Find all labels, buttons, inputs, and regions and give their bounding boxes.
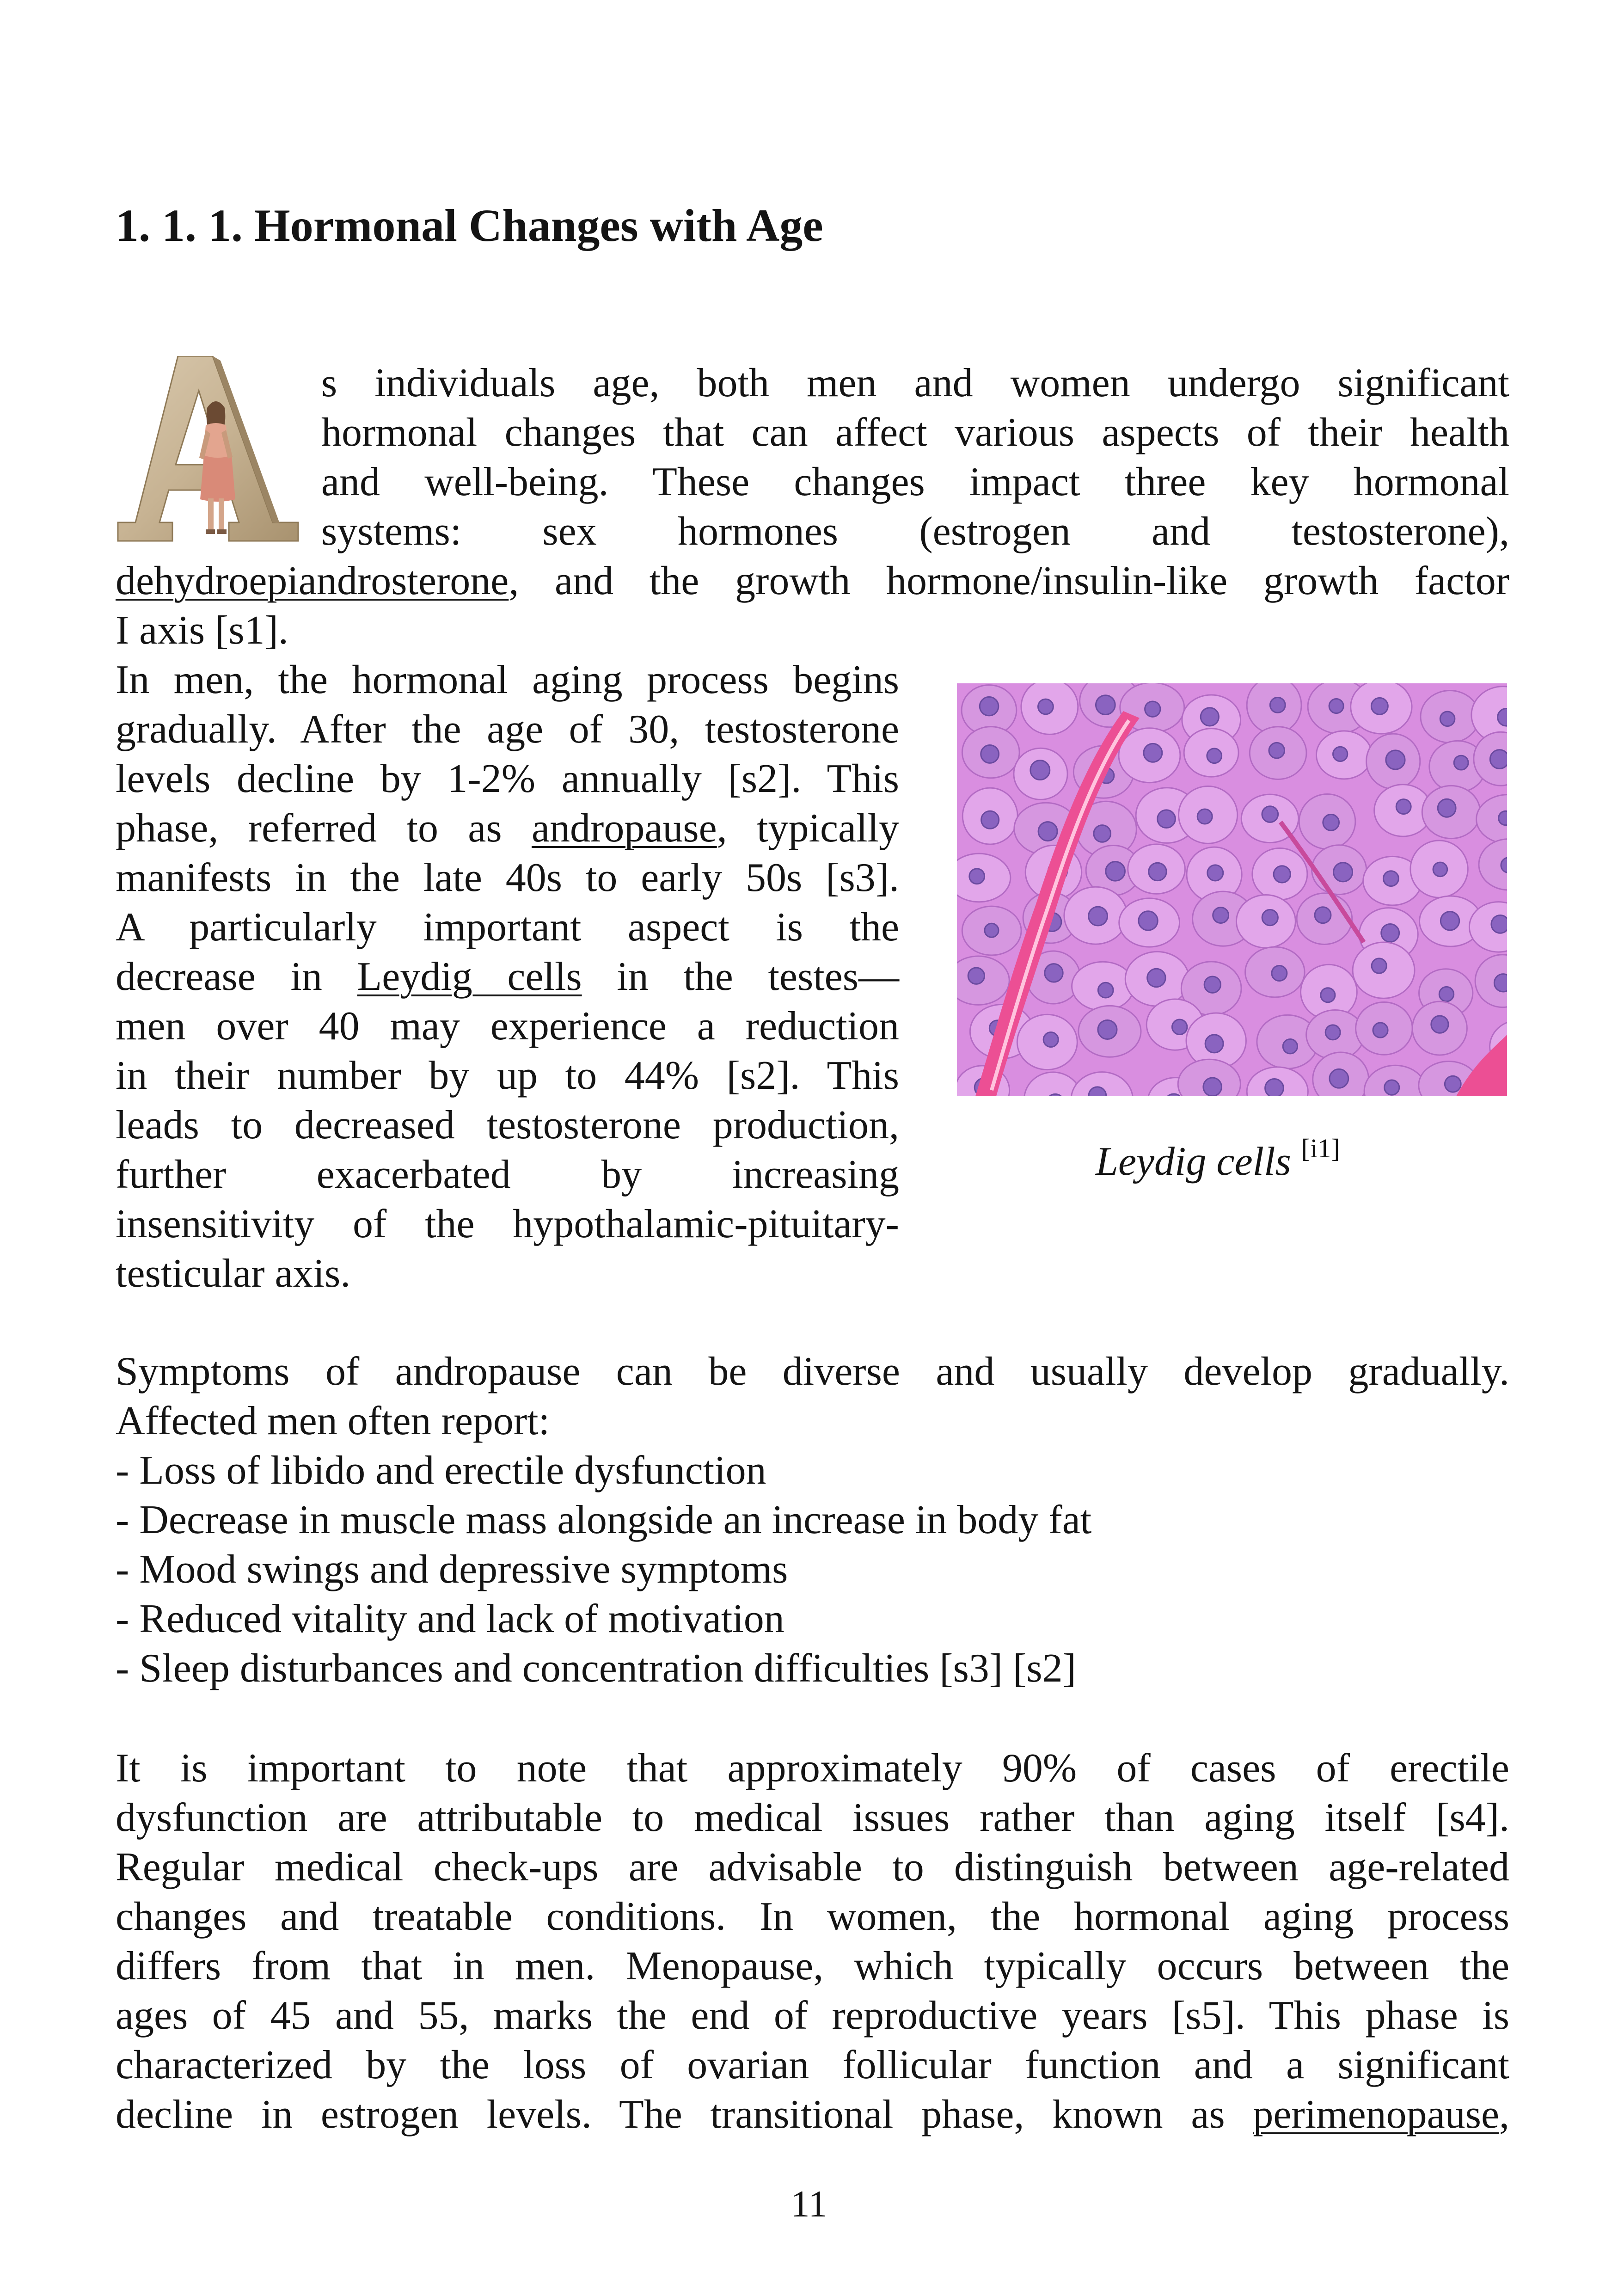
cell-nucleus [1089, 907, 1108, 926]
symptom-item: - Reduced vitality and lack of motivation [116, 1596, 784, 1641]
men-line-text: decrease in [116, 954, 357, 999]
cell-nucleus [1490, 750, 1507, 769]
cell-nucleus [1213, 908, 1229, 923]
section-heading: 1. 1. 1. Hormonal Changes with Age [116, 200, 823, 251]
page-number: 11 [791, 2183, 827, 2225]
cell-nucleus [1438, 799, 1456, 817]
cell-nucleus [1145, 701, 1160, 717]
cell-nucleus [1270, 698, 1285, 713]
closing-line [116, 2090, 1509, 2139]
leydig-cells-micrograph [957, 683, 1507, 1096]
symptom-item: - Decrease in muscle mass alongside an increase in body fat [116, 1498, 1092, 1542]
closing-line-text: , [1499, 2092, 1509, 2137]
men-line: gradually. After the age of 30, testosterone [116, 707, 899, 752]
cell-nucleus [1440, 712, 1455, 726]
cell-nucleus [1272, 965, 1287, 981]
cell-nucleus [1491, 915, 1507, 933]
cell-nucleus [1333, 747, 1348, 761]
cell-nucleus [1383, 871, 1398, 886]
cell-nucleus [1274, 866, 1290, 883]
symptoms-section [116, 1347, 1509, 1693]
perimenopause-link[interactable]: perimenopause [1253, 2092, 1499, 2137]
cell-nucleus [1325, 1025, 1340, 1040]
cell-nucleus [1203, 1078, 1222, 1096]
closing-line: dysfunction are attributable to medical issues rather than aging itself [s4]. [116, 1795, 1509, 1840]
cell-nucleus [1433, 862, 1447, 877]
cell-nucleus [985, 923, 999, 937]
cell-nucleus [1205, 1035, 1223, 1053]
cell-nucleus [1315, 907, 1331, 923]
cell-nucleus [1494, 974, 1507, 992]
men-line: In men, the hormonal aging process begins [116, 657, 899, 702]
cell-nucleus [1371, 698, 1388, 714]
image-reference[interactable]: [i1] [1301, 1133, 1340, 1163]
intro-line: and well-being. These changes impact three key hormonal [321, 460, 1509, 504]
symptom-item: - Sleep disturbances and concentration difficulties [s3] [s2] [116, 1646, 1076, 1691]
cell-nucleus [1330, 1069, 1348, 1088]
intro-paragraph [321, 358, 1509, 556]
closing-line: changes and treatable conditions. In women, the hormonal aging process [116, 1894, 1509, 1939]
intro-line: s individuals age, both men and women undergo significant [321, 361, 1509, 405]
cell-nucleus [1329, 699, 1343, 713]
cell-nucleus [1372, 958, 1386, 973]
cell-nucleus [1201, 708, 1219, 726]
dehydroepiandrosterone-link[interactable]: dehydroepiandrosterone [116, 559, 509, 603]
men-paragraph [116, 655, 899, 1298]
cell-nucleus [1147, 969, 1165, 987]
closing-line: characterized by the loss of ovarian follicular function and a significant [116, 2043, 1509, 2087]
cell-nucleus [1207, 749, 1222, 763]
cell-nucleus [1094, 825, 1111, 842]
cell-nucleus [1396, 799, 1411, 814]
cell-nucleus [1172, 1019, 1187, 1035]
cell-nucleus [1499, 811, 1507, 825]
cell-nucleus [1197, 809, 1212, 824]
men-line: in their number by up to 44% [s2]. This [116, 1053, 899, 1098]
closing-line: Regular medical check-ups are advisable to distinguish between age-related [116, 1845, 1509, 1890]
cell-nucleus [1262, 910, 1278, 926]
men-line: further exacerbated by increasing [116, 1152, 899, 1197]
men-line [116, 804, 899, 853]
cell-nucleus [968, 968, 984, 984]
symptom-item: - Mood swings and depressive symptoms [116, 1547, 788, 1592]
cell-nucleus [1149, 863, 1166, 880]
dropcap-a-illustration [113, 356, 317, 550]
cell-nucleus [1265, 1079, 1284, 1096]
cell-nucleus [1321, 988, 1335, 1002]
cell-nucleus [1045, 964, 1063, 982]
cell-nucleus [1283, 1039, 1297, 1053]
cell-nucleus [981, 811, 999, 829]
men-line [116, 952, 899, 1001]
cell-nucleus [1158, 810, 1176, 828]
cell-nucleus [980, 697, 999, 716]
intro-line [116, 556, 1509, 606]
cell-nucleus [1386, 750, 1405, 769]
men-line: insensitivity of the hypothalamic-pituitary- [116, 1202, 899, 1246]
caption-text: Leydig cells [1096, 1139, 1291, 1184]
men-line: manifests in the late 40s to early 50s [s3]. [116, 855, 899, 900]
cell-nucleus [1139, 911, 1158, 930]
symptoms-intro: Affected men often report: [116, 1399, 550, 1443]
cell-nucleus [1038, 822, 1057, 841]
men-line: leads to decreased testosterone production, [116, 1103, 899, 1148]
cell-nucleus [1207, 865, 1223, 881]
cell-nucleus [1373, 1023, 1388, 1037]
cell-nucleus [1440, 912, 1459, 930]
andropause-link[interactable]: andropause [531, 806, 717, 851]
cell-nucleus [1269, 743, 1285, 758]
closing-line: differs from that in men. Menopause, which typically occurs between the [116, 1944, 1509, 1989]
cell-nucleus [1323, 814, 1339, 830]
cell-nucleus [969, 869, 985, 884]
cell-nucleus [981, 745, 999, 763]
cell-nucleus [1098, 982, 1113, 998]
cell-nucleus [1106, 862, 1125, 881]
closing-paragraph [116, 1743, 1509, 2139]
intro-paragraph-continued [116, 556, 1509, 655]
intro-line-text: , and the growth hormone/insulin-like growth factor [509, 559, 1509, 603]
cell-nucleus [1038, 699, 1053, 714]
cell-nucleus [1096, 695, 1115, 715]
men-line: levels decline by 1-2% annually [s2]. This [116, 756, 899, 801]
men-line-text: phase, referred to as [116, 806, 532, 851]
intro-line: hormonal changes that can affect various aspects of their health [321, 410, 1509, 455]
men-line: men over 40 may experience a reduction [116, 1004, 899, 1049]
figure-caption [1096, 1133, 1340, 1185]
cell-nucleus [1043, 1032, 1058, 1047]
symptom-item: - Loss of libido and erectile dysfunction [116, 1448, 766, 1493]
cell-nucleus [1098, 1020, 1117, 1039]
men-line: A particularly important aspect is the [116, 905, 899, 950]
closing-line: It is important to note that approximately 90% of cases of erectile [116, 1746, 1509, 1791]
cell-nucleus [1431, 1016, 1448, 1033]
intro-line: systems: sex hormones (estrogen and testosterone), [321, 509, 1509, 554]
leydig-cells-link[interactable]: Leydig cells [357, 954, 582, 999]
cell-nucleus [1439, 987, 1453, 1001]
closing-line: ages of 45 and 55, marks the end of reproductive years [s5]. This phase is [116, 1993, 1509, 2038]
cell-nucleus [1144, 743, 1162, 762]
men-line: testicular axis. [116, 1251, 351, 1296]
cell-nucleus [1454, 755, 1468, 770]
men-line-text: , typically [717, 806, 899, 851]
cell-nucleus [1334, 863, 1353, 882]
cell-nucleus [1030, 761, 1050, 780]
cell-nucleus [1204, 976, 1220, 993]
men-line-text: in the testes— [582, 954, 899, 999]
cell-nucleus [1381, 924, 1399, 942]
intro-line: I axis [s1]. [116, 608, 288, 653]
closing-line-text: decline in estrogen levels. The transitional phase, known as [116, 2092, 1253, 2137]
symptoms-intro: Symptoms of andropause can be diverse and usually develop gradually. [116, 1349, 1509, 1394]
cell-nucleus [1445, 1076, 1461, 1092]
cell-nucleus [1385, 1080, 1399, 1095]
cell-nucleus [1262, 806, 1278, 823]
